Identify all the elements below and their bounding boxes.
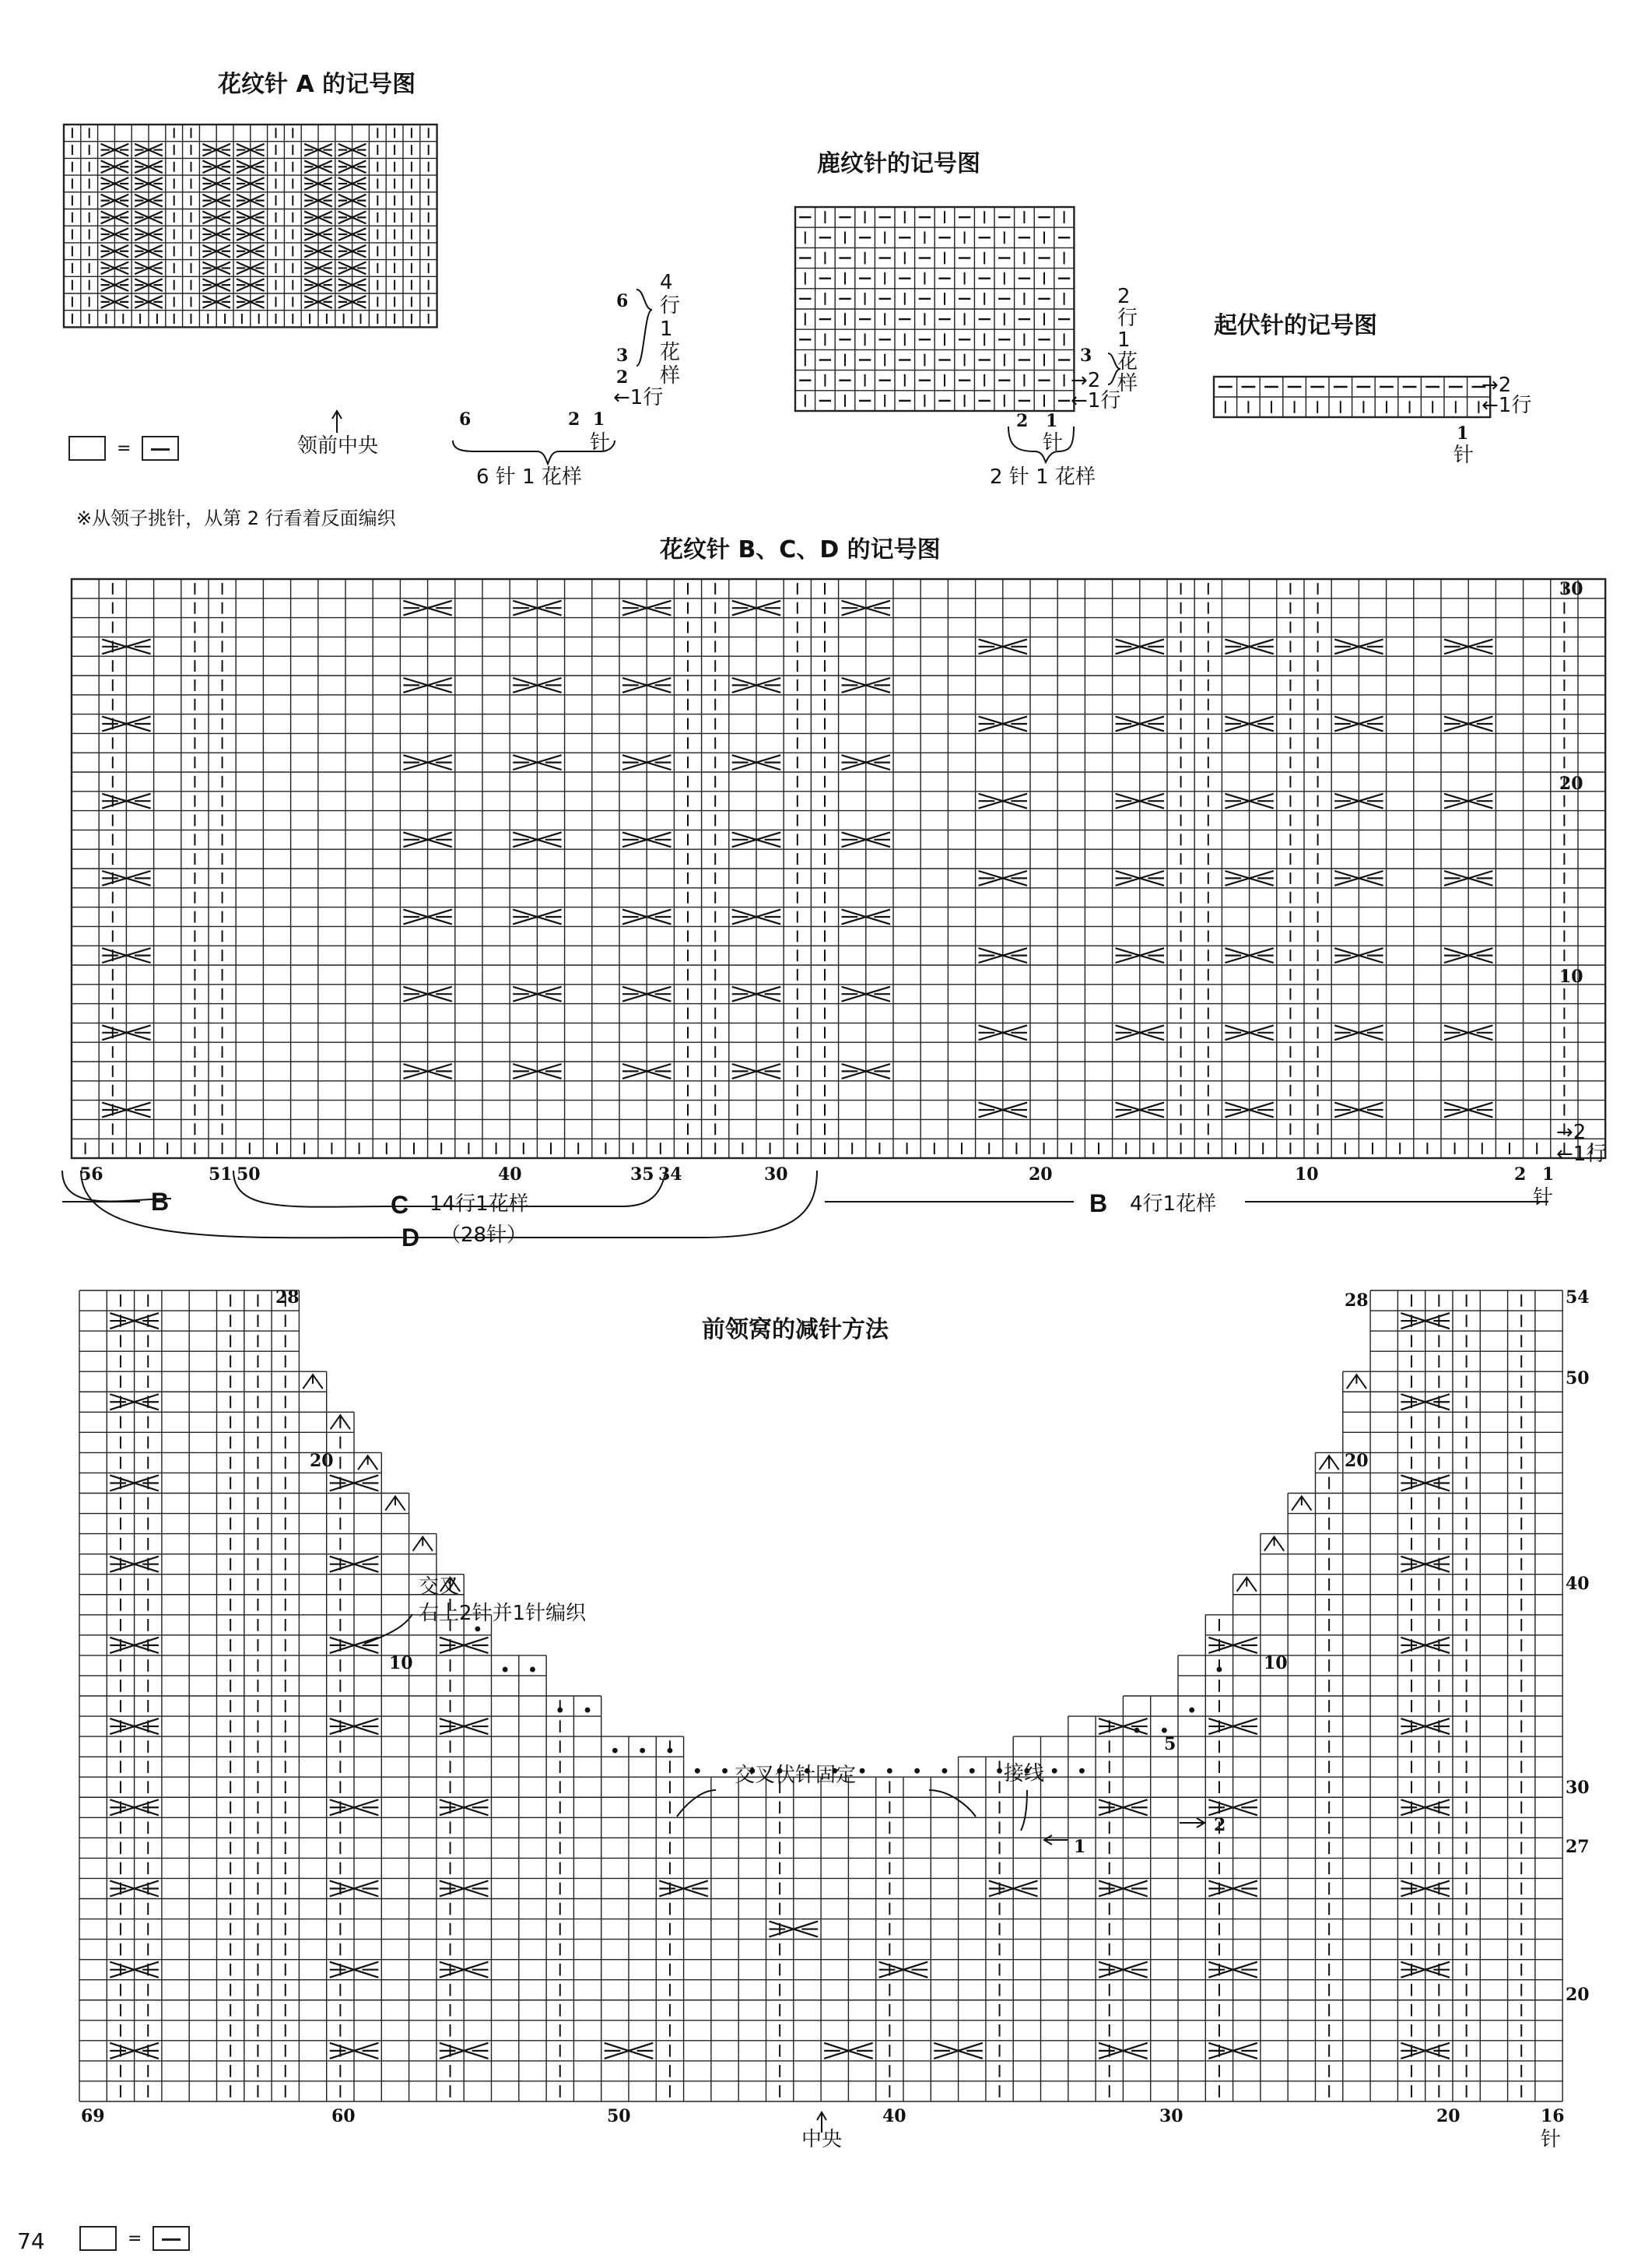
- bindoff-dot: [860, 1768, 865, 1774]
- bindoff-dot: [970, 1768, 975, 1774]
- chart-bcd-label-b-right: B: [1089, 1189, 1108, 1217]
- neck-stitch-60: 60: [331, 2106, 356, 2126]
- chart-garter-grid: [1214, 377, 1490, 417]
- chart-a-side-2: 行: [660, 294, 681, 318]
- chart-bcd-stitch-unit: 针: [1533, 1186, 1554, 1209]
- chart-bcd-stitch-51: 51: [209, 1164, 233, 1185]
- legend-equals: =: [117, 438, 131, 458]
- chart-bcd-stitch-40: 40: [498, 1164, 522, 1185]
- chart-bcd-title: 花纹针 B、C、D 的记号图: [660, 536, 941, 563]
- chart-a-grid: [64, 125, 437, 327]
- chart-a-stitch-2: 2: [568, 409, 580, 430]
- neck-stitch-20: 20: [1436, 2106, 1460, 2126]
- chart-bcd-stitch-10: 10: [1295, 1164, 1319, 1185]
- bindoff-dot: [1162, 1728, 1167, 1733]
- bindoff-dot: [997, 1768, 1002, 1774]
- chart-a-row-brace: [636, 290, 652, 366]
- chart-moss-row-3: 3: [1080, 346, 1092, 366]
- neck-cross-label-2: 右上2针并1针编织: [419, 1602, 587, 1625]
- chart-bcd-grid: [72, 579, 1605, 1158]
- chart-moss-side-3: 1: [1117, 328, 1131, 352]
- chart-bcd-label-b-left: B: [151, 1188, 170, 1216]
- neck-side-row-27: 27: [1566, 1837, 1590, 1857]
- bindoff-dot: [1134, 1728, 1140, 1733]
- neck-center-label: 中央: [801, 2128, 843, 2151]
- chart-moss-repeat-label: 2 针 1 花样: [990, 465, 1096, 489]
- legend-a: [68, 436, 179, 461]
- chart-moss-side-2: 行: [1117, 307, 1138, 330]
- chart-a-row1-label: ←1行: [613, 386, 664, 409]
- neck-right-row-5: 5: [1164, 1734, 1176, 1754]
- neck-left-row-28: 28: [275, 1287, 300, 1308]
- chart-bcd-stitch-50: 50: [237, 1164, 261, 1185]
- bindoff-dot: [887, 1768, 892, 1774]
- chart-moss-stitch-unit: 针: [1043, 431, 1064, 455]
- neck-side-row-50: 50: [1566, 1368, 1590, 1389]
- chart-bcd-label-d: D: [401, 1224, 420, 1252]
- neck-right-row-28: 28: [1345, 1290, 1369, 1311]
- chart-garter-stitch-1: 1: [1457, 423, 1469, 444]
- chart-moss-side-5: 样: [1117, 372, 1138, 395]
- chart-a-row-2: 2: [616, 367, 629, 388]
- neck-left-row-10: 10: [389, 1653, 413, 1673]
- chart-a-stitch-1: 1: [593, 409, 605, 430]
- chart-moss-stitch-2: 2: [1016, 411, 1029, 431]
- chart-bcd-row-1: ←1行: [1556, 1143, 1607, 1166]
- moss-stitch-brace: [1008, 427, 1074, 462]
- neck-decrease-symbol: [1347, 1374, 1366, 1389]
- neck-left-row-20: 20: [310, 1451, 334, 1471]
- neck-side-row-40: 40: [1566, 1574, 1590, 1594]
- bindoff-dot: [1079, 1768, 1085, 1774]
- chart-bcd-row-30: 30: [1559, 579, 1583, 599]
- bindoff-dot: [530, 1667, 535, 1673]
- page-number: 74: [17, 2228, 45, 2254]
- neck-decrease-symbol: [1292, 1497, 1311, 1511]
- chart-bcd-stitch-30: 30: [764, 1164, 788, 1185]
- chart-moss-title: 鹿纹针的记号图: [817, 150, 980, 177]
- chart-bcd-stitch-1: 1: [1542, 1164, 1555, 1185]
- chart-bcd-stitch-56: 56: [79, 1164, 103, 1185]
- bindoff-dot: [1217, 1667, 1222, 1673]
- chart-neck-title: 前领窝的减针方法: [702, 1316, 889, 1343]
- chart-a-side-4: 花: [660, 341, 681, 364]
- chart-a-stitch-6: 6: [459, 409, 472, 430]
- neck-grid: [79, 1287, 1562, 2101]
- chart-bcd-stitch-35: 35: [630, 1164, 654, 1185]
- bindoff-dot: [612, 1748, 618, 1754]
- legend-bottom: [79, 2226, 190, 2251]
- legend-knit-square: [68, 436, 106, 461]
- neck-side-row-54: 54: [1566, 1287, 1590, 1308]
- legend-purl-square-bottom: [153, 2226, 190, 2251]
- bindoff-dot: [475, 1626, 480, 1631]
- bindoff-dot: [585, 1708, 591, 1713]
- chart-bcd-b-repeat: 4行1花样: [1130, 1192, 1217, 1216]
- chart-moss-row-2: →2: [1071, 369, 1101, 392]
- neck-side-row-20: 20: [1566, 1985, 1590, 2005]
- bindoff-dot: [722, 1768, 728, 1774]
- chart-a-repeat-label: 6 针 1 花样: [476, 465, 582, 489]
- chart-bcd-stitch-20: 20: [1029, 1164, 1053, 1185]
- neck-bindoff-label: 交叉伏针固定: [735, 1764, 857, 1787]
- chart-a-row-6: 6: [616, 291, 629, 311]
- row1-arrow-icon: [1044, 1835, 1068, 1845]
- center-arrow-icon: [332, 411, 342, 433]
- chart-bcd-row-2: →2: [1556, 1121, 1587, 1144]
- chart-a-side-1: 4: [660, 271, 673, 294]
- neck-right-row-2: 2: [1214, 1815, 1226, 1835]
- chart-moss-row-1: ←1行: [1071, 389, 1121, 413]
- neck-stitch-50: 50: [607, 2106, 631, 2126]
- bindoff-dot: [640, 1748, 645, 1754]
- neck-decrease-symbol: [303, 1374, 322, 1389]
- neck-decrease-symbol: [385, 1497, 405, 1511]
- legend-equals-bottom: =: [128, 2228, 142, 2249]
- neck-right-row-10: 10: [1264, 1653, 1288, 1673]
- neck-right-row-1: 1: [1074, 1837, 1086, 1857]
- neck-cross-label-1: 交叉: [419, 1575, 460, 1599]
- chart-a-side-5: 样: [660, 364, 681, 388]
- chart-moss-stitch-1: 1: [1046, 411, 1058, 431]
- neck-stitch-30: 30: [1159, 2106, 1183, 2126]
- legend-knit-square-bottom: [79, 2226, 117, 2251]
- bindoff-dot: [668, 1748, 673, 1754]
- chart-garter-row-2: →2: [1481, 374, 1512, 397]
- chart-a-title: 花纹针 A 的记号图: [218, 71, 416, 98]
- chart-bcd-stitch-2: 2: [1514, 1164, 1527, 1185]
- chart-bcd-stitch-34: 34: [658, 1164, 682, 1185]
- chart-bcd-d-count: （28针）: [440, 1224, 528, 1247]
- chart-a-side-3: 1: [660, 318, 673, 341]
- chart-moss-side-1: 2: [1117, 285, 1131, 308]
- chart-moss-side-4: 花: [1117, 350, 1138, 374]
- legend-purl-square: [142, 436, 179, 461]
- chart-bcd-row-10: 10: [1559, 967, 1583, 987]
- neck-decrease-symbol: [1264, 1537, 1284, 1551]
- chart-garter-title: 起伏针的记号图: [1214, 312, 1377, 339]
- neck-join-label: 接线: [1004, 1762, 1045, 1785]
- bindoff-dot: [1052, 1768, 1057, 1774]
- chart-garter-row-1: ←1行: [1481, 394, 1532, 417]
- neck-stitch-unit: 针: [1541, 2128, 1562, 2151]
- bindoff-dot: [942, 1768, 948, 1774]
- chart-garter-stitch-unit: 针: [1453, 444, 1474, 467]
- neck-stitch-16: 16: [1541, 2106, 1565, 2126]
- bindoff-dot: [914, 1768, 920, 1774]
- chart-a-stitch-unit: 针: [590, 431, 611, 455]
- chart-a-row-3: 3: [616, 346, 629, 366]
- neck-decrease-symbol: [413, 1537, 433, 1551]
- neck-stitch-69: 69: [81, 2106, 105, 2126]
- bindoff-dot: [1189, 1708, 1194, 1713]
- neck-stitch-40: 40: [882, 2106, 906, 2126]
- neck-decrease-symbol: [358, 1455, 377, 1469]
- bindoff-dot: [503, 1667, 508, 1673]
- join-leader-line: [1021, 1790, 1027, 1831]
- neck-side-row-30: 30: [1566, 1778, 1590, 1798]
- chart-a-center-label: 领前中央: [297, 434, 379, 458]
- chart-bcd-row-20: 20: [1559, 774, 1583, 794]
- chart-bcd-c-repeat: 14行1花样: [430, 1192, 529, 1216]
- bindoff-dot: [695, 1768, 700, 1774]
- chart-bcd-label-c: C: [391, 1191, 409, 1219]
- pickup-note: ※从领子挑针，从第 2 行看着反面编织: [76, 507, 396, 529]
- neck-right-row-20: 20: [1345, 1451, 1369, 1471]
- neck-decrease-symbol: [1237, 1578, 1257, 1592]
- row2-arrow-icon: [1180, 1818, 1204, 1827]
- chart-moss-grid: [795, 207, 1074, 411]
- bindoff-dot: [557, 1708, 563, 1713]
